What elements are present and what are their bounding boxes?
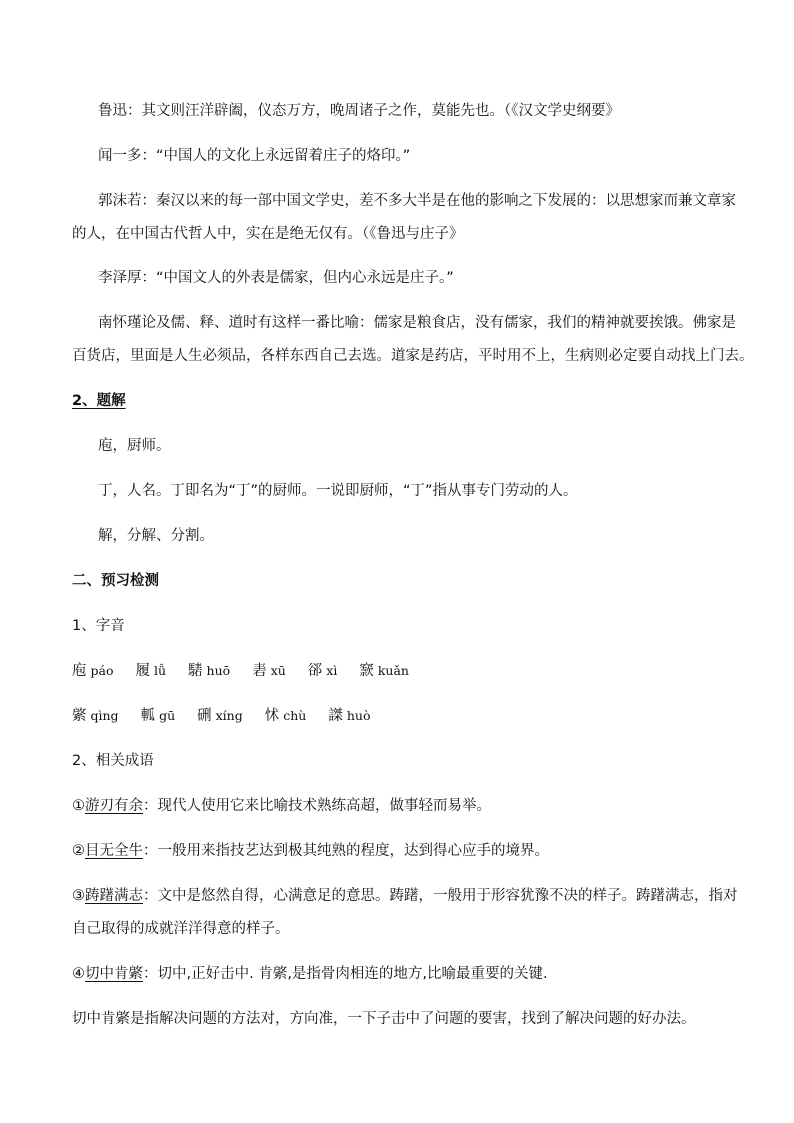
- preview-heading: 二、预习检测: [72, 573, 159, 589]
- idiom-term: 踌躇满志: [85, 888, 143, 904]
- char-pair: 怵 chù: [264, 708, 307, 724]
- idioms-subheading: 2、相关成语: [72, 753, 154, 769]
- idiom-chouchu: ③踌躇满志：文中是悠然自得，心满意足的意思。踌躇，一般用于形容犹豫不决的样子。踌躇满志，指对: [72, 888, 738, 904]
- pronunciation-row-2: [72, 706, 392, 726]
- quote-nanhuaijin: 南怀瑾论及儒、释、道时有这样一番比喻：儒家是粮食店，没有儒家，我们的精神就要挨饿。佛家是: [98, 315, 736, 331]
- char-pair: 謋 huò: [328, 708, 371, 724]
- char-pair: 綮 qìng: [72, 708, 119, 724]
- char-pair: 砉 xū: [252, 663, 286, 679]
- char-pair: 庖 páo: [72, 663, 114, 679]
- quote-lizehou: 李泽厚：“中国文人的外表是儒家，但内心永远是庄子。”: [98, 270, 454, 286]
- quote-guomoruo-cont: 的人，在中国古代哲人中，实在是绝无仅有。（《鲁迅与庄子》: [72, 226, 464, 242]
- char-pair: 履 lǚ: [135, 663, 167, 679]
- tijie-item-jie: 解，分解、分割。: [98, 528, 214, 544]
- quote-luxun: 鲁迅：其文则汪洋辟阖，仪态万方，晚周诸子之作，莫能先也。（《汉文学史纲要》: [98, 103, 620, 119]
- idiom-term: 切中肯綮: [85, 966, 143, 982]
- tijie-heading: 2、题解: [72, 393, 126, 409]
- idiom-muwu: ②目无全牛：一般用来指技艺达到极其纯熟的程度，达到得心应手的境界。: [72, 843, 549, 859]
- tijie-item-pao: 庖，厨师。: [98, 438, 171, 454]
- char-pair: 硎 xíng: [197, 708, 243, 724]
- pronunciation-row-1: [72, 661, 431, 681]
- closing-paragraph: 切中肯綮是指解决问题的方法对，方向准，一下子击中了问题的要害，找到了解决问题的好办法。: [72, 1011, 696, 1027]
- tijie-item-ding: 丁，人名。丁即名为“丁”的厨师。一说即厨师，“丁”指从事专门劳动的人。: [98, 483, 578, 499]
- char-pair: 軱 gū: [140, 708, 176, 724]
- pronunciation-subheading: 1、字音: [72, 618, 125, 634]
- char-pair: 騞 huō: [188, 663, 231, 679]
- idiom-term: 目无全牛: [85, 843, 143, 859]
- quote-nanhuaijin-cont: 百货店，里面是人生必须品，各样东西自己去选。道家是药店，平时用不上，生病则必定要自动找上门去。: [72, 348, 754, 364]
- quote-guomoruo: 郭沫若：秦汉以来的每一部中国文学史，差不多大半是在他的影响之下发展的：以思想家而兼文章家: [98, 193, 736, 209]
- idiom-chouchu-cont: 自己取得的成就洋洋得意的样子。: [72, 921, 290, 937]
- idiom-qiezhong: ④切中肯綮：切中,正好击中. 肯綮,是指骨肉相连的地方,比喻最重要的关键.: [72, 966, 548, 982]
- char-pair: 窾 kuǎn: [359, 663, 409, 679]
- idiom-term: 游刃有余: [85, 798, 143, 814]
- idiom-youren: ①游刃有余：现代人使用它来比喻技术熟练高超，做事轻而易举。: [72, 798, 491, 814]
- char-pair: 郤 xì: [307, 663, 338, 679]
- quote-wenyiduo: 闻一多：“中国人的文化上永远留着庄子的烙印。”: [98, 148, 411, 164]
